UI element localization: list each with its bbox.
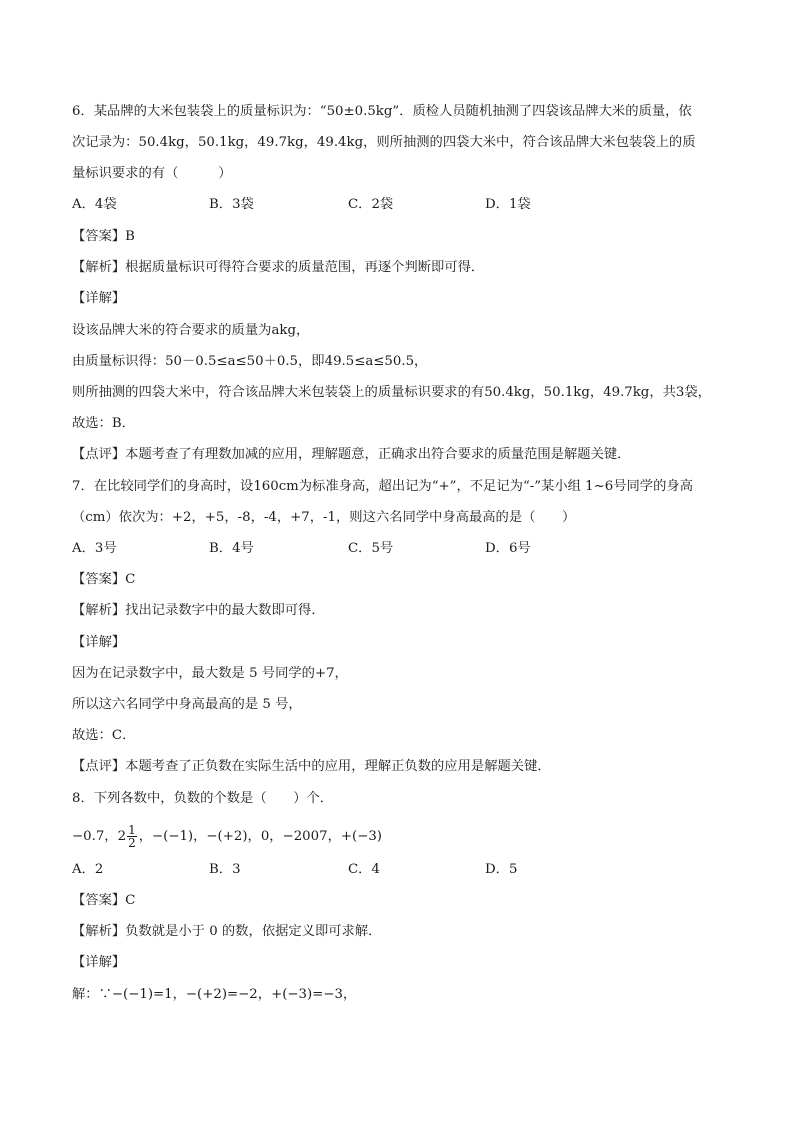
q6-option-b: B．3袋 [209, 197, 254, 212]
q8-fraction-denominator: 2 [128, 836, 136, 850]
q6-option-a: A．4袋 [72, 197, 117, 212]
q6-stem-line-2: 次记录为：50.4kg，50.1kg，49.7kg，49.4kg，则所抽测的四袋大米中，符合该品牌大米包装袋上的质 [72, 135, 696, 150]
q8-fraction [127, 824, 137, 849]
q7-detail-heading: 【详解】 [72, 635, 126, 650]
q8-options [72, 860, 672, 882]
q6-comment: 【点评】本题考查了有理数加减的应用，理解题意，正确求出符合要求的质量范围是解题关键． [72, 447, 631, 462]
q6-stem-line-1: 6．某品牌的大米包装袋上的质量标识为：“50±0.5kg”．质检人员随机抽测了四袋该品牌大米的质量，依 [72, 104, 692, 119]
q8-num-rest: ，−(−1)，−(+2)，0，−2007，+(−3) [138, 829, 382, 844]
q7-option-b: B．4号 [209, 541, 254, 556]
q7-comment: 【点评】本题考查了正负数在实际生活中的应用，理解正负数的应用是解题关键． [72, 759, 551, 774]
q7-option-d: D．6号 [485, 541, 531, 556]
q8-detail-heading: 【详解】 [72, 955, 126, 970]
q8-detail-line-1: 解：∵−(−1)=1，−(+2)=−2，+(−3)=−3， [72, 987, 357, 1002]
q8-num-1: −0.7， [72, 829, 118, 844]
q6-analysis: 【解析】根据质量标识可得符合要求的质量范围，再逐个判断即可得． [72, 260, 485, 275]
q6-options [72, 195, 672, 217]
q6-detail-line-1: 设该品牌大米的符合要求的质量为akg， [72, 323, 310, 338]
q7-detail-line-3: 故选：C． [72, 728, 136, 743]
q7-option-a: A．3号 [72, 541, 117, 556]
q7-answer: 【答案】C [72, 572, 136, 587]
q6-stem-line-3: 量标识要求的有（ ） [72, 166, 232, 181]
q6-detail-line-4: 故选：B． [72, 416, 135, 431]
q8-option-d: D．5 [485, 862, 518, 877]
q7-options [72, 539, 672, 561]
q8-option-a: A．2 [72, 862, 104, 877]
q8-answer: 【答案】C [72, 893, 136, 908]
q8-option-b: B．3 [209, 862, 241, 877]
q6-option-c: C．2袋 [348, 197, 394, 212]
q8-mixed-whole: 2 [117, 829, 127, 844]
q7-detail-line-2: 所以这六名同学中身高最高的是 5 号， [72, 697, 302, 712]
q6-answer: 【答案】B [72, 229, 135, 244]
q6-detail-line-3: 则所抽测的四袋大米中，符合该品牌大米包装袋上的质量标识要求的有50.4kg，50.1kg，49.7kg，共3袋， [72, 385, 711, 400]
q8-number-list [72, 820, 382, 854]
q6-detail-line-2: 由质量标识得：50－0.5≤a≤50＋0.5，即49.5≤a≤50.5， [72, 354, 428, 369]
q6-detail-heading: 【详解】 [72, 291, 126, 306]
q7-option-c: C．5号 [348, 541, 394, 556]
q8-option-c: C．4 [348, 862, 380, 877]
q7-stem-line-2: （cm）依次为：+2，+5，-8，-4，+7，-1，则这六名同学中身高最高的是（ ） [72, 510, 576, 525]
q8-analysis: 【解析】负数就是小于 0 的数，依据定义即可求解． [72, 924, 382, 939]
q7-analysis: 【解析】找出记录数字中的最大数即可得． [72, 603, 325, 618]
q7-detail-line-1: 因为在记录数字中，最大数是 5 号同学的+7， [72, 666, 348, 681]
q6-option-d: D．1袋 [485, 197, 531, 212]
q8-stem-line-1: 8．下列各数中，负数的个数是（ ）个． [72, 791, 334, 806]
q7-stem-line-1: 7．在比较同学们的身高时，设160cm为标准身高，超出记为“+”，不足记为“-”某小组 1~6号同学的身高 [72, 479, 693, 494]
q8-fraction-numerator: 1 [128, 823, 136, 837]
